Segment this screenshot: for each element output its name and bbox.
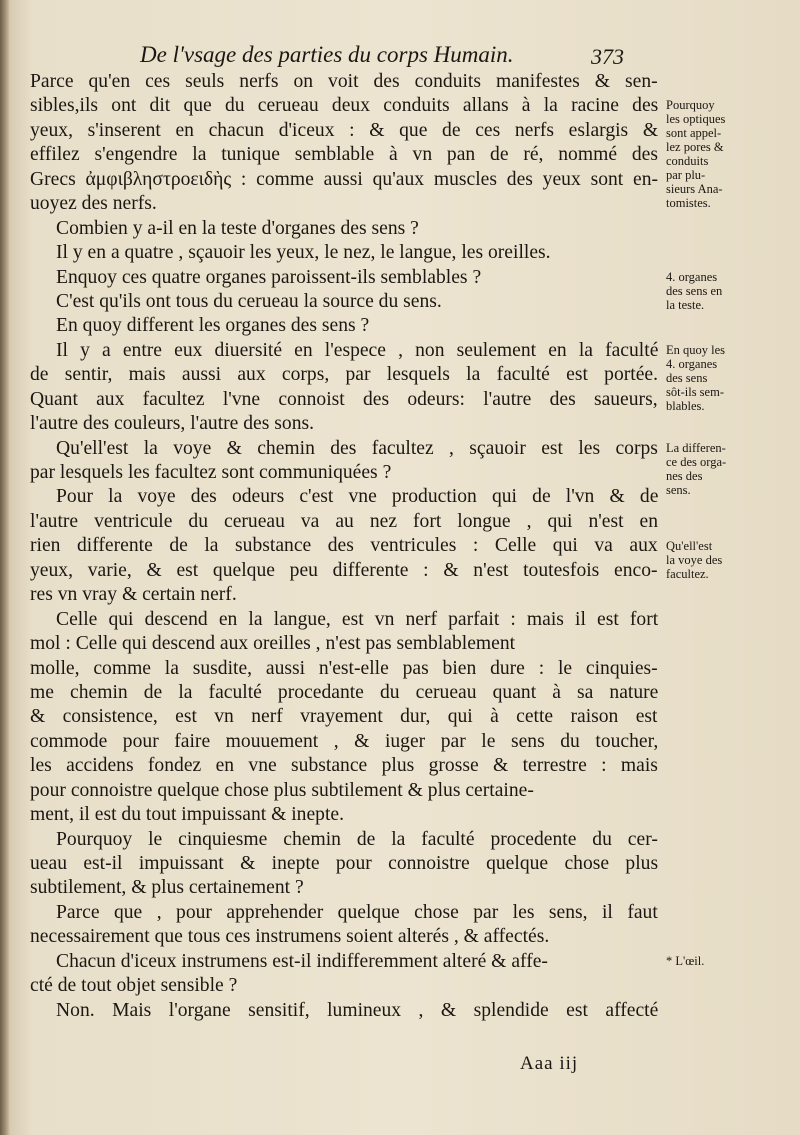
- margin-note-line: Qu'ell'est: [666, 538, 713, 553]
- text-line: Quant aux facultez l'vne connoist des odeurs: l'autre des saueurs,: [30, 388, 658, 410]
- page-gutter-shadow: [0, 0, 10, 1135]
- margin-note-line: 4. organes: [666, 356, 718, 371]
- margin-note-line: 4. organes: [666, 269, 718, 284]
- margin-note-line: sens.: [666, 482, 691, 497]
- text-line: ment, il est du tout impuissant & inepte.: [30, 804, 345, 826]
- margin-note: [666, 343, 796, 413]
- text-line: Celle qui descend en la langue, est vn nerf parfait : mais il est fort: [56, 608, 659, 630]
- margin-note-line: sieurs Ana-: [666, 182, 723, 197]
- text-line: de sentir, mais aussi aux corps, par lesquels la faculté est portée.: [30, 364, 659, 386]
- text-line: Chacun d'iceux instrumens est-il indifferemment alteré & affe-: [56, 950, 548, 972]
- margin-note: [666, 270, 796, 312]
- margin-note-line: La differen-: [666, 440, 726, 455]
- text-line: Parce que , pour apprehender quelque chose par les sens, il faut: [56, 901, 658, 923]
- text-line: Pour la voye des odeurs c'est vne production qui de l'vn & de: [56, 486, 659, 508]
- text-line: ueau est-il impuissant & inepte pour connoistre quelque chose plus: [30, 853, 659, 874]
- margin-note-line: lez pores &: [666, 140, 724, 155]
- margin-note-line: nes des: [666, 468, 703, 483]
- text-line: res vn vray & certain nerf.: [30, 584, 237, 606]
- margin-note: [666, 954, 796, 968]
- page-number: 373: [591, 44, 624, 69]
- running-title: De l'vsage des parties du corps Humain.: [140, 42, 514, 67]
- text-line: Enquoy ces quatre organes paroissent-ils semblables ?: [56, 266, 482, 288]
- text-line: necessairement que tous ces instrumens soient alterés , & affectés.: [30, 926, 550, 948]
- text-line: commode pour faire mouuement , & iuger par le sens du toucher,: [30, 730, 659, 752]
- margin-note-line: la voye des: [666, 552, 723, 567]
- text-line: cté de tout objet sensible ?: [30, 975, 238, 997]
- text-line: Il y a entre eux diuersité en l'espece , non seulement en la faculté: [56, 339, 659, 361]
- text-line: effilez s'engendre la tunique semblable à vn pan de ré, nommé des: [30, 144, 658, 166]
- text-line: yeux, varie, & est quelque peu differente : & n'est toutesfois enco-: [30, 559, 658, 581]
- margin-note-line: des sens en: [666, 283, 723, 298]
- margin-note-line: facultez.: [666, 566, 709, 581]
- margin-note-line: ce des orga-: [666, 454, 727, 469]
- margin-note-line: blables.: [666, 398, 705, 413]
- text-line: mol : Celle qui descend aux oreilles , n'est pas semblablement: [30, 633, 516, 655]
- margin-note-line: des sens: [666, 370, 708, 385]
- margin-note-line: conduits: [666, 154, 709, 169]
- text-line: Non. Mais l'organe sensitif, lumineux , & splendide est affecté: [56, 999, 659, 1021]
- margin-note-line: sont appel-: [666, 126, 722, 141]
- margin-note-line: sôt-ils sem-: [666, 384, 724, 399]
- margin-note-line: * L'œil.: [666, 954, 705, 969]
- text-line: C'est qu'ils ont tous du cerueau la source du sens.: [56, 290, 442, 312]
- margin-note-line: Pourquoy: [666, 98, 715, 113]
- margin-note: [666, 98, 796, 210]
- text-line: molle, comme la susdite, aussi n'est-elle pas bien dure : le cinquies-: [30, 657, 658, 679]
- text-line: me chemin de la faculté procedante du cerueau quant à sa nature: [30, 681, 659, 703]
- margin-note-line: tomistes.: [666, 196, 711, 211]
- text-line: Parce qu'en ces seuls nerfs on voit des conduits manifestes & sen-: [30, 71, 658, 92]
- text-line: l'autre ventricule du cerueau va au nez fort longue , qui n'est en: [30, 510, 659, 532]
- catchword-signature: Aaa iij: [520, 1053, 579, 1074]
- text-line: Pourquoy le cinquiesme chemin de la faculté procedente du cer-: [56, 828, 658, 850]
- text-line: sibles,ils ont dit que du cerueau deux conduits allans à la racine des: [30, 95, 659, 117]
- margin-note-line: En quoy les: [666, 342, 726, 357]
- text-line: pour connoistre quelque chose plus subtilement & plus certaine-: [30, 779, 534, 801]
- text-line: & consistence, est vn nerf vrayement dur, qui à cette raison est: [30, 706, 658, 728]
- text-line: les accidens fondez en vne substance plus grosse & terrestre : mais: [30, 755, 658, 777]
- margin-note-line: par plu-: [666, 168, 706, 183]
- margin-note-line: les optiques: [666, 112, 726, 127]
- page-header: [140, 38, 624, 74]
- text-line: subtilement, & plus certainement ?: [30, 877, 304, 899]
- text-line: yeux, s'inserent en chacun d'iceux : & que de ces nerfs eslargis &: [30, 119, 659, 141]
- margin-note: [666, 441, 796, 497]
- text-line: Qu'ell'est la voye & chemin des facultez , sçauoir est les corps: [56, 437, 658, 459]
- text-line: Il y en a quatre , sçauoir les yeux, le nez, le langue, les oreilles.: [56, 242, 551, 264]
- text-line: par lesquels les facultez sont communiquées ?: [30, 462, 392, 483]
- text-line: Grecs ἀμφιβληστροειδὴς : comme aussi qu'aux muscles des yeux sont en-: [30, 168, 659, 190]
- text-line: uoyez des nerfs.: [30, 193, 157, 215]
- text-line: En quoy different les organes des sens ?: [56, 315, 370, 337]
- margin-note: [666, 539, 796, 581]
- text-line: l'autre des couleurs, l'autre des sons.: [30, 413, 315, 435]
- text-line: Combien y a-il en la teste d'organes des sens ?: [56, 217, 419, 239]
- main-text: [30, 70, 658, 1023]
- margin-note-line: la teste.: [666, 297, 705, 312]
- text-line: rien differente de la substance des ventricules : Celle qui va aux: [30, 535, 658, 557]
